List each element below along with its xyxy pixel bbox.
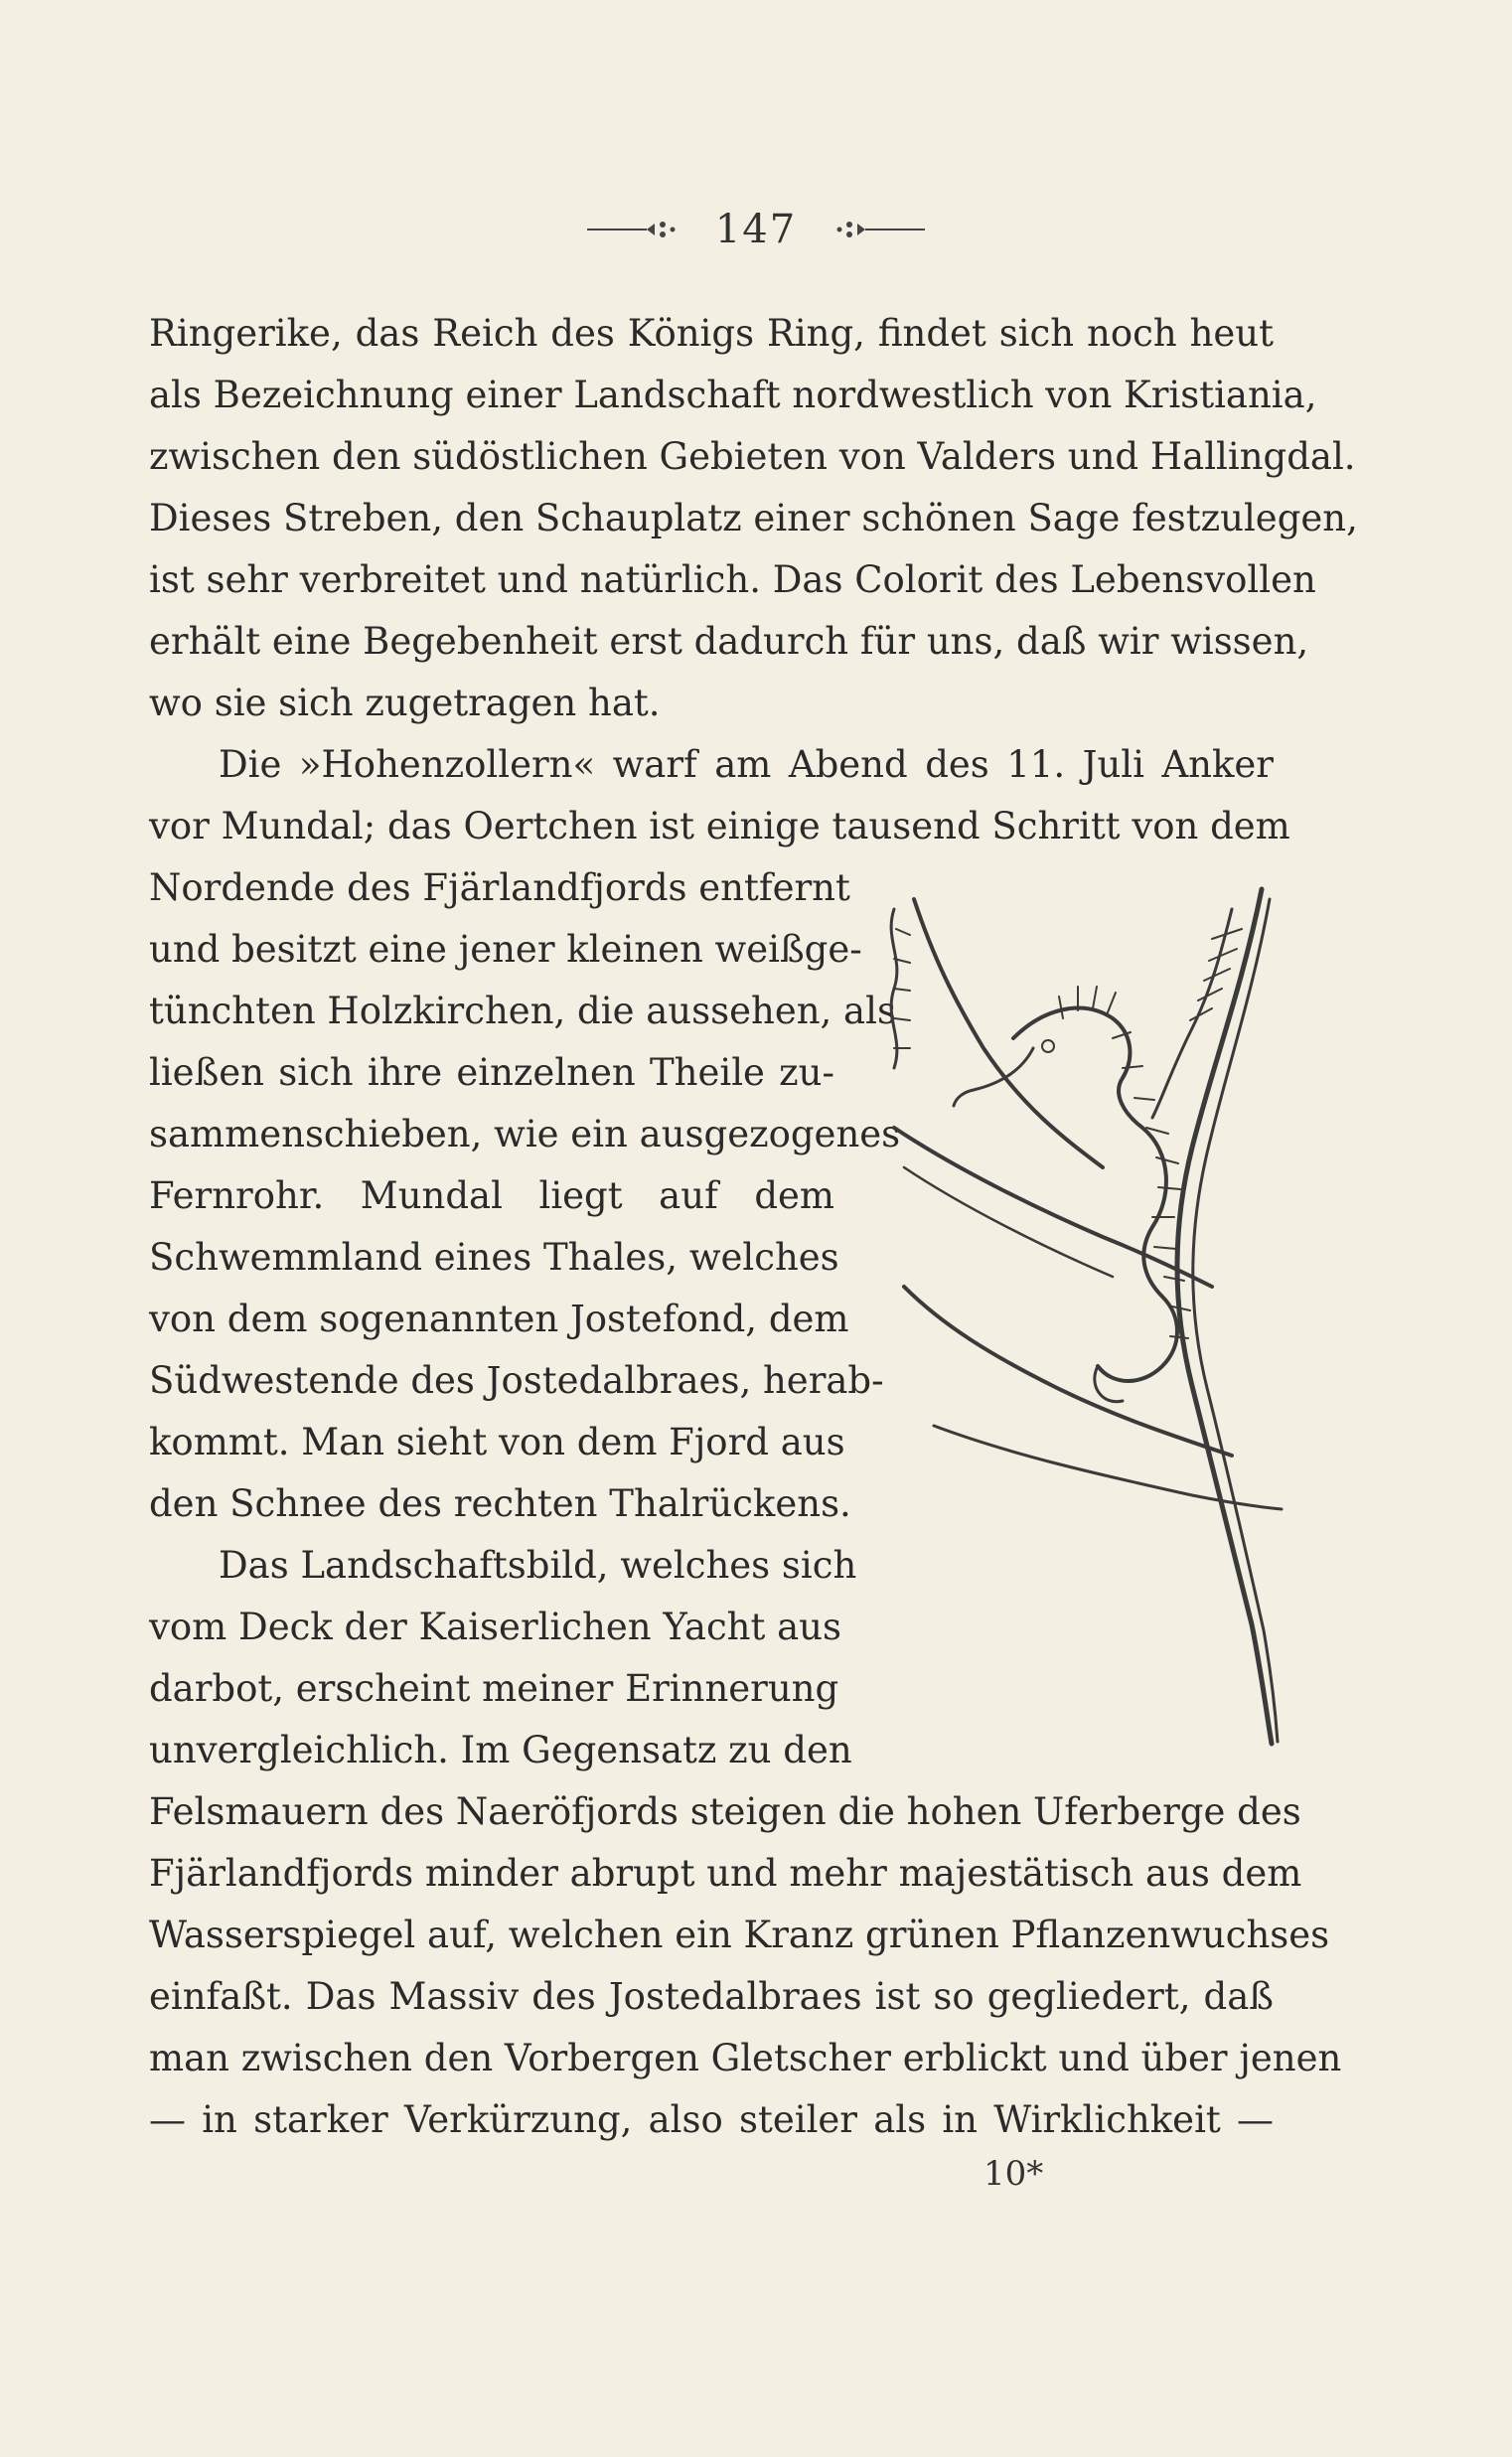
text-line: ließen sich ihre einzelnen Theile zu- — [149, 1051, 834, 1094]
text-line: den Schnee des rechten Thalrückens. — [149, 1482, 851, 1525]
text-line: erhält eine Begebenheit erst dadurch für uns, daß wir wissen, — [149, 620, 1309, 663]
text-line: Das Landschaftsbild, welches sich — [219, 1544, 857, 1587]
text-line: Schwemmland eines Thales, welches — [149, 1236, 839, 1279]
text-line: Ringerike, das Reich des Königs Ring, findet sich noch heut — [149, 312, 1274, 355]
text-line: sammenschieben, wie ein ausgezogenes — [149, 1113, 901, 1155]
text-line: Felsmauern des Naeröfjords steigen die hohen Uferberge des — [149, 1790, 1301, 1833]
text-line: Dieses Streben, den Schauplatz einer schönen Sage festzulegen, — [149, 497, 1358, 539]
text-line: Fernrohr. Mundal liegt auf dem — [149, 1174, 834, 1217]
text-line: wo sie sich zugetragen hat. — [149, 682, 661, 724]
text-line: Wasserspiegel auf, welchen ein Kranz grünen Pflanzenwuchses — [149, 1914, 1330, 1956]
text-line: von dem sogenannten Jostefond, dem — [149, 1298, 849, 1340]
seahorse-illustration-icon — [874, 869, 1291, 1764]
text-line: Fjärlandfjords minder abrupt und mehr majestätisch aus dem — [149, 1852, 1302, 1895]
text-line: unvergleichlich. Im Gegensatz zu den — [149, 1729, 852, 1771]
text-line: Südwestende des Jostedalbraes, herab- — [149, 1359, 884, 1402]
text-line: und besitzt eine jener kleinen weißge- — [149, 928, 862, 971]
text-line: Nordende des Fjärlandfjords entfernt — [149, 866, 850, 909]
signature-mark: 10* — [983, 2154, 1044, 2194]
text-line: man zwischen den Vorbergen Gletscher erblickt und über jenen — [149, 2037, 1342, 2079]
text-line: tünchten Holzkirchen, die aussehen, als — [149, 990, 896, 1032]
left-ornament-icon — [587, 217, 679, 242]
text-line: Die »Hohenzollern« warf am Abend des 11. Juli Anker — [219, 743, 1274, 786]
text-line: zwischen den südöstlichen Gebieten von Valders und Hallingdal. — [149, 435, 1356, 478]
text-line: vom Deck der Kaiserlichen Yacht aus — [149, 1606, 842, 1648]
text-line: als Bezeichnung einer Landschaft nordwestlich von Kristiania, — [149, 374, 1317, 416]
text-line: ist sehr verbreitet und natürlich. Das Colorit des Lebensvollen — [149, 558, 1316, 601]
text-line: vor Mundal; das Oertchen ist einige tausend Schritt von dem — [149, 805, 1290, 847]
text-line: kommt. Man sieht von dem Fjord aus — [149, 1421, 845, 1463]
text-line: einfaßt. Das Massiv des Jostedalbraes ist so gegliedert, daß — [149, 1975, 1274, 2018]
right-ornament-icon — [833, 217, 925, 242]
page-header — [0, 204, 1512, 252]
text-line: darbot, erscheint meiner Erinnerung — [149, 1667, 839, 1710]
page-number: 147 — [714, 207, 798, 252]
text-line: — in starker Verkürzung, also steiler als in Wirklichkeit — — [149, 2098, 1274, 2141]
